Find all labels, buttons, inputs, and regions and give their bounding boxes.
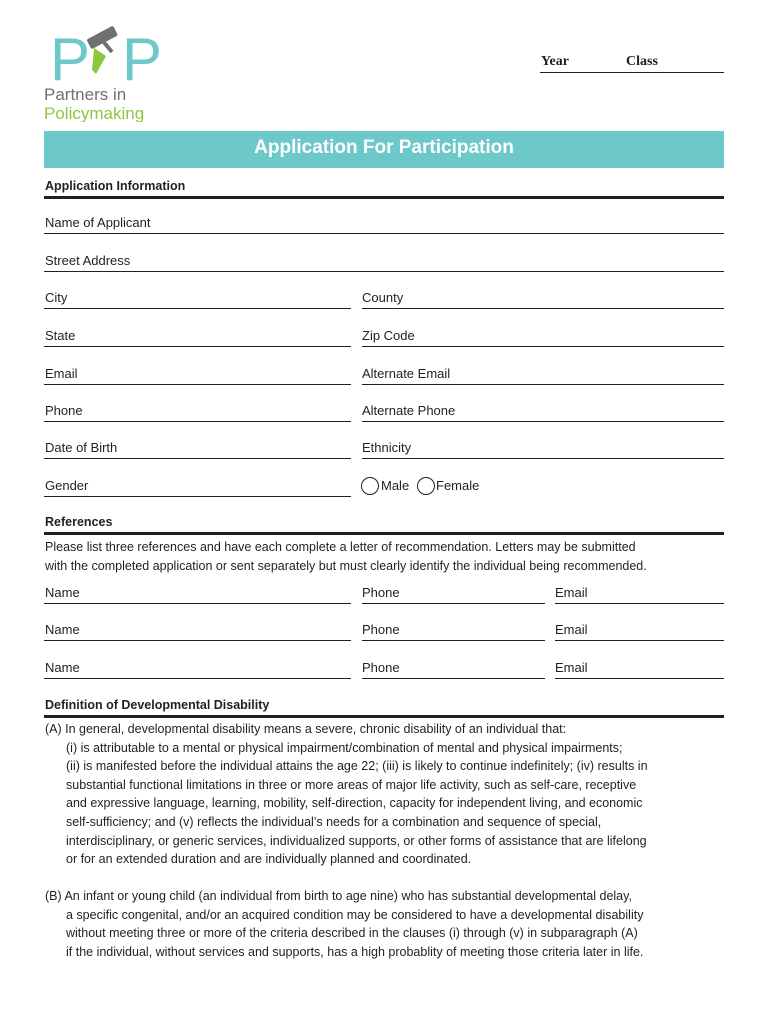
street-address-field[interactable] (44, 271, 724, 272)
partners-in-policymaking-logo (40, 22, 170, 122)
definition-line: substantial functional limitations in three or more areas of major life activity, such as self-care, receptive (66, 777, 637, 792)
reference-1-email-label: Email (555, 585, 588, 600)
alternate-phone-label: Alternate Phone (362, 403, 456, 418)
male-label: Male (381, 478, 410, 493)
section-rule (44, 532, 724, 535)
definition-line: (i) is attributable to a mental or physical impairment/combination of mental and physical impairments; (66, 740, 623, 755)
gavel-pen-icon (86, 26, 118, 74)
section-rule (44, 196, 724, 199)
date-of-birth-field[interactable] (44, 458, 351, 459)
city-field[interactable] (44, 308, 351, 309)
definition-line: self-sufficiency; and (v) reflects the individual’s needs for a combination and sequence of special, (66, 814, 602, 829)
reference-3-email-label: Email (555, 660, 588, 675)
alternate-email-label: Alternate Email (362, 366, 451, 381)
phone-field[interactable] (44, 421, 351, 422)
reference-1-phone-label: Phone (362, 585, 400, 600)
logo-line2: Policymaking (44, 104, 145, 122)
reference-3-name-label: Name (45, 660, 80, 675)
logo-letter-p-left: P (50, 26, 91, 93)
class-label: Class (626, 54, 658, 69)
female-label: Female (436, 478, 480, 493)
definition-line: or for an extended duration and are individually planned and coordinated. (66, 852, 472, 867)
references-intro (45, 538, 647, 575)
application-information-heading: Application Information (45, 179, 186, 193)
definition-line: if the individual, without services and supports, has a high probablity of meeting those criteria later in life. (66, 944, 644, 959)
definition-line: interdisciplinary, or generic services, individualized supports, or other forms of assistance that are lifelong (66, 833, 647, 848)
county-field[interactable] (362, 308, 724, 309)
ethnicity-field[interactable] (362, 458, 724, 459)
alternate-email-field[interactable] (362, 384, 724, 385)
definition-paragraph-a (45, 720, 648, 869)
name-of-applicant-label: Name of Applicant (45, 215, 151, 230)
reference-2-name-field[interactable] (44, 640, 351, 641)
gender-label: Gender (45, 478, 89, 493)
reference-3-phone-label: Phone (362, 660, 400, 675)
references-intro-line: Please list three references and have each complete a letter of recommendation. Letters may be submitted (45, 540, 636, 554)
references-heading: References (45, 515, 113, 529)
ethnicity-label: Ethnicity (362, 440, 412, 455)
definition-line: without meeting three or more of the criteria described in the clauses (i) through (v) in subparagraph (A) (66, 926, 638, 941)
male-radio[interactable] (361, 477, 379, 495)
references-intro-line: with the completed application or sent separately but must clearly identify the individual being recommended. (45, 558, 647, 573)
female-radio[interactable] (417, 477, 435, 495)
state-label: State (45, 328, 76, 343)
reference-2-name-label: Name (45, 622, 80, 637)
definition-heading: Definition of Developmental Disability (45, 698, 270, 712)
page-title: Application For Participation (254, 137, 514, 158)
definition-line: (B) An infant or young child (an individual from birth to age nine) who has substantial developmental delay, (45, 889, 632, 903)
reference-2-phone-label: Phone (362, 622, 400, 637)
reference-3-email-field[interactable] (555, 678, 724, 679)
reference-1-name-field[interactable] (44, 603, 351, 604)
reference-1-email-field[interactable] (555, 603, 724, 604)
zip-code-label: Zip Code (362, 328, 415, 343)
reference-1-phone-field[interactable] (362, 603, 545, 604)
county-label: County (362, 290, 404, 305)
reference-2-phone-field[interactable] (362, 640, 545, 641)
alternate-phone-field[interactable] (362, 421, 724, 422)
reference-3-name-field[interactable] (44, 678, 351, 679)
reference-2-email-field[interactable] (555, 640, 724, 641)
year-class-line (540, 72, 724, 73)
name-of-applicant-field[interactable] (44, 233, 724, 234)
reference-2-email-label: Email (555, 622, 588, 637)
logo-letter-p-right: P (122, 26, 163, 93)
section-rule (44, 715, 724, 718)
street-address-label: Street Address (45, 253, 131, 268)
definition-line: a specific congenital, and/or an acquired condition may be considered to have a developmental disability (66, 907, 644, 922)
definition-paragraph-b (45, 887, 643, 961)
date-of-birth-label: Date of Birth (45, 440, 118, 455)
email-field[interactable] (44, 384, 351, 385)
definition-line: (ii) is manifested before the individual attains the age 22; (iii) is likely to continue indefinitely; (iv) results in (66, 759, 648, 774)
year-label: Year (541, 54, 569, 69)
logo-line1: Partners in (44, 85, 127, 104)
reference-3-phone-field[interactable] (362, 678, 545, 679)
definition-line: and expressive language, learning, mobility, self-direction, capacity for independent living, and economic (66, 796, 643, 811)
reference-1-name-label: Name (45, 585, 80, 600)
email-label: Email (45, 366, 78, 381)
state-field[interactable] (44, 346, 351, 347)
definition-line: (A) In general, developmental disability means a severe, chronic disability of an individual that: (45, 722, 567, 736)
zip-code-field[interactable] (362, 346, 724, 347)
gender-field-line (44, 496, 351, 497)
city-label: City (45, 290, 68, 305)
phone-label: Phone (45, 403, 83, 418)
title-banner (44, 131, 724, 168)
